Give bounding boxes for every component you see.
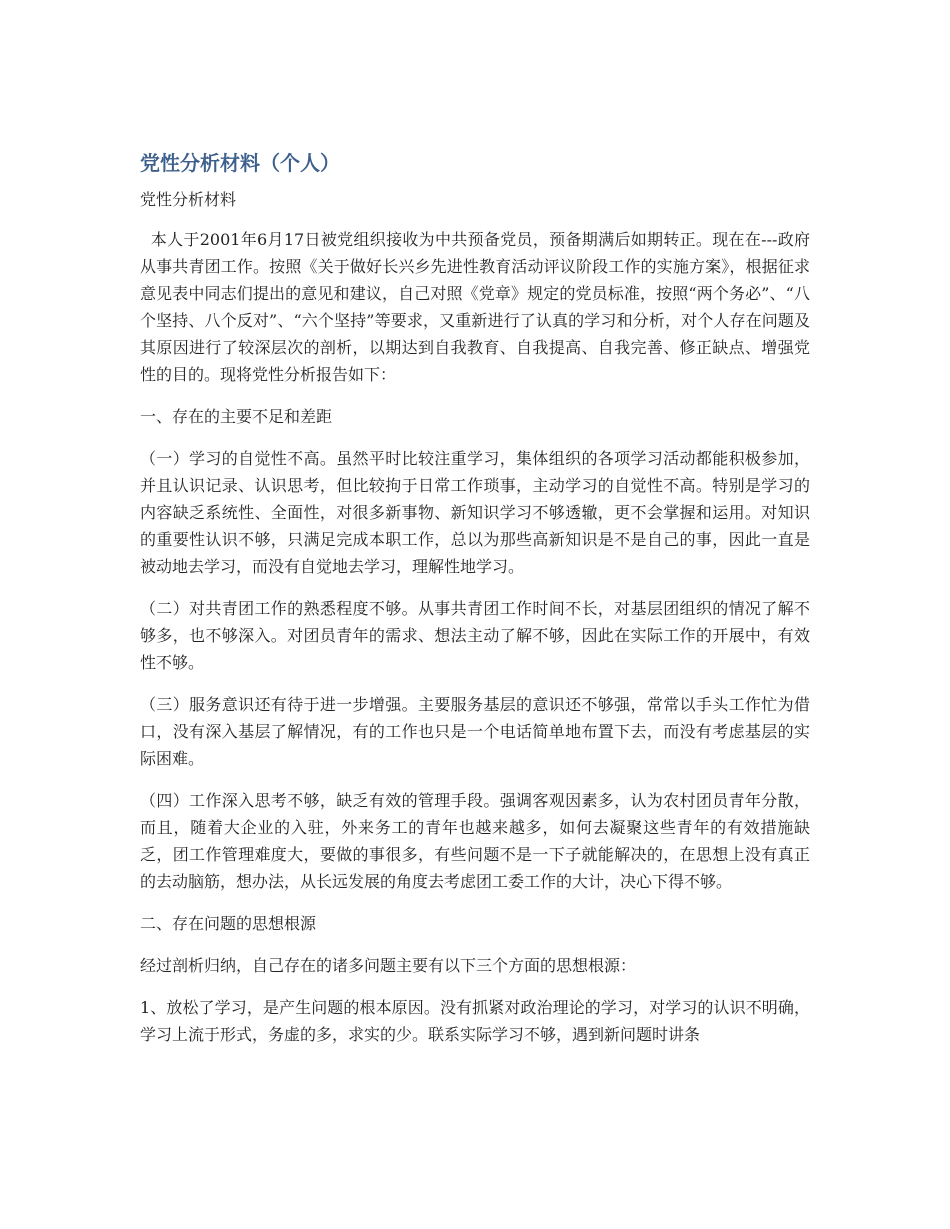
document-page [140, 146, 810, 1063]
intro-paragraph: 本人于2001年6月17日被党组织接收为中共预备党员，预备期满后如期转正。现在在---政府从事共青团工作。按照《关于做好长兴乡先进性教育活动评议阶段工作的实施方案》，根据征求意见表中同志们提出的意见和建议，自己对照《党章》规定的党员标准，按照“两个务必”、“八个坚持、八个反对”、“六个坚持”等要求，又重新进行了认真的学习和分析，对个人存在问题及其原因进行了较深层次的剖析，以期达到自我教育、自我提高、自我完善、修正缺点、增强党性的目的。现将党性分析报告如下： [140, 230, 811, 384]
section-heading-1: 一、存在的主要不足和差距 [140, 407, 333, 426]
document-subtitle: 党性分析材料 [140, 190, 237, 209]
paragraph-root-cause-1: 1、放松了学习，是产生问题的根本原因。没有抓紧对政治理论的学习，对学习的认识不明确，学习上流于形式，务虚的多，求实的少。联系实际学习不够，遇到新问题时讲条 [140, 998, 810, 1044]
paragraph-item-2: （二）对共青团工作的熟悉程度不够。从事共青团工作时间不长，对基层团组织的情况了解不够多，也不够深入。对团员青年的需求、想法主动了解不够，因此在实际工作的开展中，有效性不够。 [140, 599, 810, 672]
paragraph-item-3: （三）服务意识还有待于进一步增强。主要服务基层的意识还不够强，常常以手头工作忙为借口，没有深入基层了解情况，有的工作也只是一个电话简单地布置下去，而没有考虑基层的实际困难。 [140, 695, 810, 768]
paragraph-item-1: （一）学习的自觉性不高。虽然平时比较注重学习，集体组织的各项学习活动都能积极参加，并且认识记录、认识思考，但比较拘于日常工作琐事，主动学习的自觉性不高。特别是学习的内容缺乏系统性、全面性，对很多新事物、新知识学习不够透辙，更不会掌握和运用。对知识的重要性认识不够，只满足完成本职工作，总以为那些高新知识是不是自己的事，因此一直是被动地去学习，而没有自觉地去学习，理解性地学习。 [140, 449, 810, 576]
paragraph-item-4: （四）工作深入思考不够，缺乏有效的管理手段。强调客观因素多，认为农村团员青年分散，而且，随着大企业的入驻，外来务工的青年也越来越多，如何去凝聚这些青年的有效措施缺乏，团工作管理难度大，要做的事很多，有些问题不是一下子就能解决的，在思想上没有真正的去动脑筋，想办法，从长远发展的角度去考虑团工委工作的大计，决心下得不够。 [140, 791, 810, 891]
section-heading-2: 二、存在问题的思想根源 [140, 914, 317, 933]
section-intro-paragraph: 经过剖析归纳，自己存在的诸多问题主要有以下三个方面的思想根源： [140, 956, 637, 975]
document-title: 党性分析材料（个人） [140, 151, 340, 175]
